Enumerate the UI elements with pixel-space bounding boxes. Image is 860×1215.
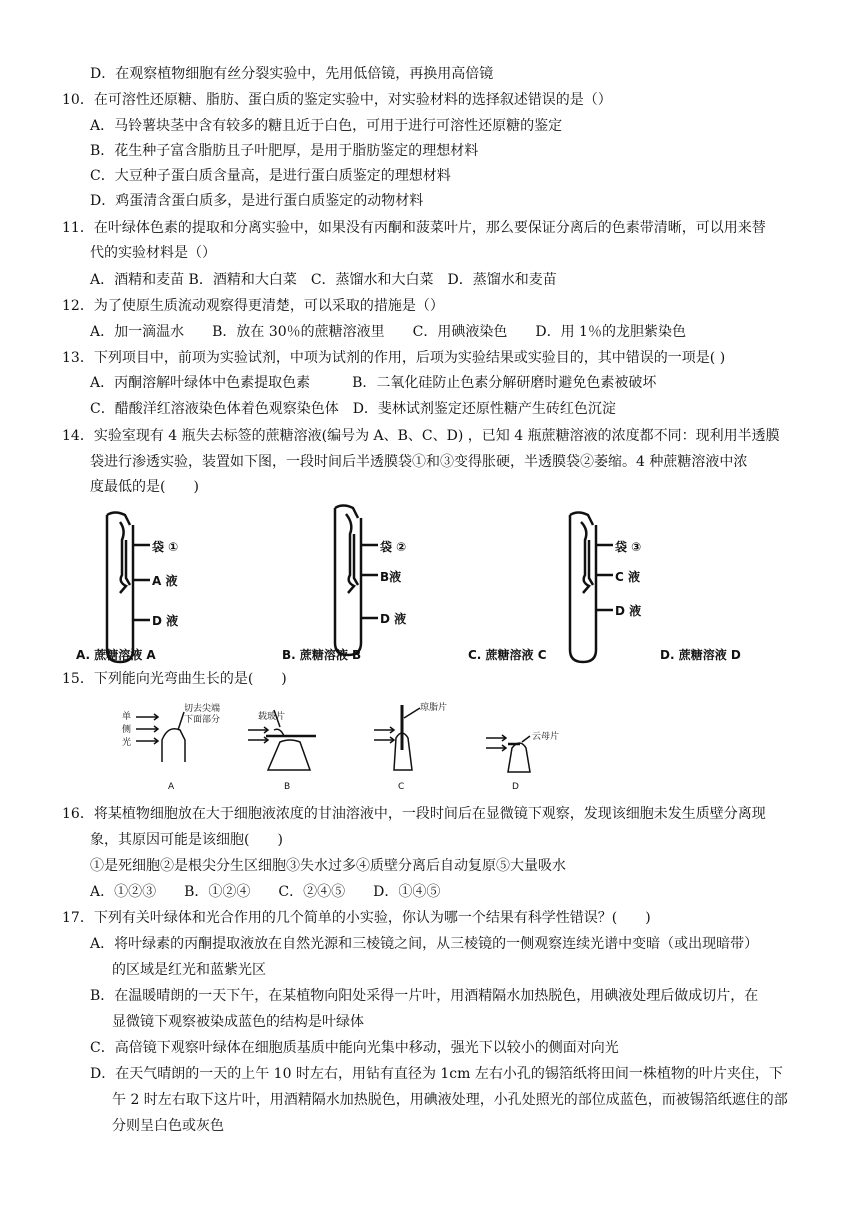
q14-stem-cont2: 度最低的是( )	[90, 479, 199, 495]
light-label-3: 光	[122, 738, 132, 748]
bag-3-label: 袋 ③	[615, 540, 642, 554]
agar-label: 琼脂片	[420, 703, 448, 713]
q17-option-b-cont: 显微镜下观察被染成蓝色的结构是叶绿体	[112, 1014, 364, 1030]
q17-option-b: B．在温暖晴朗的一天下午，在某植物向阳处采得一片叶，用酒精隔水加热脱色，用碘液处理后做成切片，在	[90, 988, 759, 1004]
liquid-d-label-3: D 液	[615, 604, 642, 618]
q10-option-d: D．鸡蛋清含蛋白质多，是进行蛋白质鉴定的动物材料	[90, 193, 424, 209]
q14-option-d: D. 蔗糖溶液 D	[660, 648, 741, 662]
q17-option-c: C．高倍镜下观察叶绿体在细胞质基质中能向光集中移动，强光下以较小的侧面对向光	[90, 1040, 619, 1056]
q15-option-a: A	[168, 782, 175, 792]
q14-stem-cont1: 袋进行渗透实验，装置如下图，一段时间后半透膜袋①和③变得胀硬，半透膜袋②萎缩。4 种蔗糖溶液中浓	[90, 454, 748, 470]
q12-stem: 12．为了使原生质流动观察得更清楚，可以采取的措施是（）	[62, 298, 444, 314]
mica-label: 云母片	[532, 732, 560, 742]
liquid-c-label: C 液	[615, 570, 640, 584]
q12-options: A．加一滴温水 B．放在 30％的蔗糖溶液里 C．用碘液染色 D．用 1％的龙胆紫染色	[90, 324, 686, 340]
q16-stem: 16．将某植物细胞放在大于细胞液浓度的甘油溶液中，一段时间后在显微镜下观察，发现该细胞未发生质壁分离现	[62, 806, 766, 822]
q15-option-d: D	[512, 782, 519, 792]
q17-option-d-cont2: 分则呈白色或灰色	[112, 1118, 224, 1134]
light-label-2: 侧	[122, 725, 132, 735]
q17-option-a: A．将叶绿素的丙酮提取液放在自然光源和三棱镜之间，从三棱镜的一侧观察连续光谱中变暗（或出现暗带）	[90, 936, 759, 952]
liquid-a-label: A 液	[152, 574, 178, 588]
q16-options: A．①②③ B．①②④ C．②④⑤ D．①④⑤	[90, 884, 441, 900]
q16-statements: ①是死细胞②是根尖分生区细胞③失水过多④质壁分离后自动复原⑤大量吸水	[90, 858, 566, 874]
q15-stem: 15．下列能向光弯曲生长的是( )	[62, 671, 287, 687]
q10-stem: 10．在可溶性还原糖、脂肪、蛋白质的鉴定实验中，对实验材料的选择叙述错误的是（）	[62, 92, 612, 108]
q11-options: A．酒精和麦苗 B．酒精和大白菜 C．蒸馏水和大白菜 D．蒸馏水和麦苗	[90, 272, 557, 288]
q11-stem: 11．在叶绿体色素的提取和分离实验中，如果没有丙酮和菠菜叶片，那么要保证分离后的色素带清晰，可以用来替	[62, 220, 766, 236]
q15-option-c: C	[398, 782, 405, 792]
q13-stem: 13．下列项目中，前项为实验试剂，中项为试剂的作用，后项为实验结果或实验目的，其中错误的一项是( )	[62, 350, 726, 366]
q10-option-c: C．大豆种子蛋白质含量高，是进行蛋白质鉴定的理想材料	[90, 168, 451, 184]
q16-stem-cont: 象，其原因可能是该细胞( )	[90, 832, 283, 848]
q9-option-d: D．在观察植物细胞有丝分裂实验中，先用低倍镜，再换用高倍镜	[90, 66, 494, 82]
cut-label-1: 切去尖端	[184, 704, 221, 714]
glass-slide-label: 载玻片	[258, 712, 286, 722]
liquid-b-label: B液	[380, 570, 402, 584]
q14-option-b: B. 蔗糖溶液 B	[282, 648, 362, 662]
q13-options-ab: A．丙酮溶解叶绿体中色素提取色素 B．二氧化硅防止色素分解研磨时避免色素被破坏	[90, 375, 657, 391]
liquid-d-label-2: D 液	[380, 612, 407, 626]
q15-option-b: B	[284, 782, 291, 792]
q17-option-d-cont1: 午 2 时左右取下这片叶，用酒精隔水加热脱色，用碘液处理，小孔处照光的部位成蓝色，而被锡箔纸遮住的部	[112, 1092, 788, 1108]
liquid-d-label-1: D 液	[152, 614, 179, 628]
q11-stem-cont: 代的实验材料是（）	[90, 245, 216, 261]
q14-option-a: A. 蔗糖溶液 A	[76, 648, 156, 662]
q17-option-d: D．在天气晴朗的一天的上午 10 时左右，用钻有直径为 1cm 左右小孔的锡箔纸将田间一株植物的叶片夹住，下	[90, 1066, 783, 1082]
q17-stem: 17．下列有关叶绿体和光合作用的几个简单的小实验，你认为哪一个结果有科学性错误？( )	[62, 910, 651, 926]
q14-stem: 14．实验室现有 4 瓶失去标签的蔗糖溶液(编号为 A、B、C、D) ，已知 4 瓶蔗糖溶液的浓度都不同：现利用半透膜	[62, 428, 780, 444]
q14-option-c: C. 蔗糖溶液 C	[468, 648, 547, 662]
light-label-1: 单	[122, 712, 132, 722]
q17-option-a-cont: 的区域是红光和蓝紫光区	[112, 962, 266, 978]
q10-option-b: B．花生种子富含脂肪且子叶肥厚，是用于脂肪鉴定的理想材料	[90, 143, 479, 159]
cut-label-2: 下面部分	[184, 715, 221, 725]
q10-option-a: A．马铃薯块茎中含有较多的糖且近于白色，可用于进行可溶性还原糖的鉴定	[90, 118, 563, 134]
bag-1-label: 袋 ①	[152, 540, 179, 554]
q13-options-cd: C．醋酸洋红溶液染色体着色观察染色体 D．斐林试剂鉴定还原性糖产生砖红色沉淀	[90, 401, 616, 417]
figure-osmosis-tubes	[0, 500, 860, 670]
bag-2-label: 袋 ②	[380, 540, 407, 554]
